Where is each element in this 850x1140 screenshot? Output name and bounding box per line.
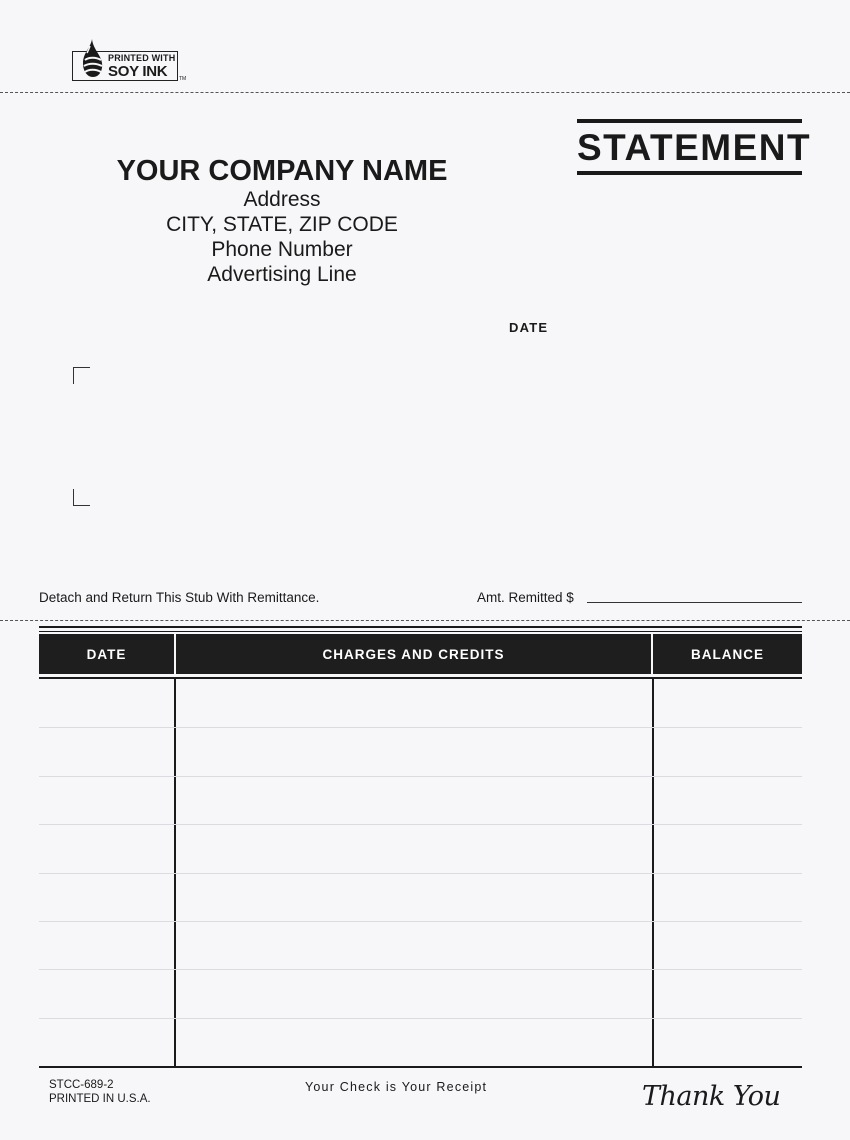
table-bottom-rule [39,1066,802,1068]
logo-line-2: SOY INK [108,63,168,80]
top-perforation [0,92,850,93]
table-row-separator [39,921,802,922]
title-rule-bottom [577,171,802,175]
table-row-separator [39,873,802,874]
company-phone: Phone Number [211,238,353,261]
address-window-corner-top [73,367,90,384]
company-city: CITY, STATE, ZIP CODE [166,213,398,236]
date-label: DATE [509,320,549,335]
table-top-rule [39,626,802,628]
soy-ink-logo [72,38,187,84]
stub-perforation [0,620,850,621]
address-window-corner-bottom [73,489,90,506]
receipt-note: Your Check is Your Receipt [305,1080,488,1094]
company-name: YOUR COMPANY NAME [116,155,448,187]
table-row-separator [39,969,802,970]
table-row-separator [39,776,802,777]
table-header [39,634,802,674]
table-row-separator [39,727,802,728]
company-advertising: Advertising Line [207,263,357,286]
table-top-rule-thin [39,631,802,632]
table-row-separator [39,824,802,825]
printed-in: PRINTED IN U.S.A. [49,1093,151,1105]
logo-line-1: PRINTED WITH [108,53,176,63]
amount-remitted-label: Amt. Remitted $ [477,590,574,605]
company-address: Address [243,188,321,211]
soy-ink-drop-icon [78,38,104,80]
column-header-balance: BALANCE [691,646,764,662]
form-code: STCC-689-2 [49,1079,114,1091]
amount-remitted-field[interactable] [587,602,802,603]
column-header-charges: CHARGES AND CREDITS [176,634,653,674]
thank-you-signature: Thank You [642,1081,781,1112]
table-header-underline [39,677,802,679]
form-code-block [49,1078,151,1106]
title-rule-top [577,119,802,123]
detach-instruction: Detach and Return This Stub With Remittance. [39,590,320,605]
logo-trademark: TM [179,76,187,82]
column-header-date: DATE [39,634,176,674]
table-row-separator [39,1018,802,1019]
page-title: STATEMENT [577,127,812,168]
